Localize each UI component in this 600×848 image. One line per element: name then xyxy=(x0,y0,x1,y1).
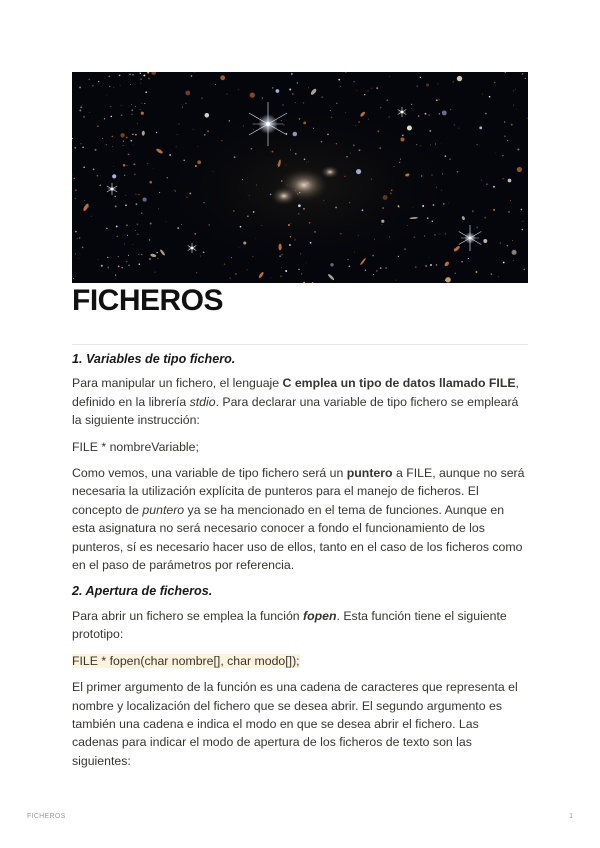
section-heading-variables: 1. Variables de tipo fichero. xyxy=(72,352,236,366)
galaxy-field-image xyxy=(72,72,528,283)
italic-stdio: stdio xyxy=(189,394,216,409)
title-divider xyxy=(72,344,528,345)
bold-italic-fopen: fopen xyxy=(303,608,337,623)
bold-file-type: C emplea un tipo de datos llamado FILE xyxy=(282,376,516,391)
page-title: FICHEROS xyxy=(72,284,224,317)
section-heading-apertura: 2. Apertura de ficheros. xyxy=(72,584,213,599)
paragraph-fopen: Para abrir un fichero se emplea la función fopen. Esta función tiene el siguiente prototipo: xyxy=(72,608,507,642)
italic-puntero: puntero xyxy=(142,502,185,517)
code-declaration: FILE * nombreVariable; xyxy=(72,439,199,454)
cover-image xyxy=(72,72,528,283)
footer-label: FICHEROS xyxy=(27,813,66,820)
page-number: 1 xyxy=(569,813,573,820)
document-body xyxy=(72,350,528,778)
bold-puntero: puntero xyxy=(346,466,393,481)
code-prototype xyxy=(72,652,528,670)
paragraph-arguments: El primer argumento de la función es una cadena de caracteres que representa el nombre y localización del fichero que se desea abrir. El segundo argumento es también una cadena e indica el modo en que se desea abrir el fichero. Las cadenas para indicar el modo de apertura de los ficheros de texto son las siguientes: xyxy=(72,680,518,768)
highlighted-prototype: FILE * fopen(char nombre[], char modo[]); xyxy=(72,653,300,668)
paragraph-pointer: Como vemos, una variable de tipo fichero será un puntero a FILE, aunque no será necesaria la utilización explícita de punteros para el manejo de ficheros. El concepto de puntero ya se ha mencionado en el tema de funciones. Aunque en esta asignatura no será necesario conocer a fondo el funcionamiento de los punteros, sí es necesario hacer uso de ellos, tanto en el caso de los ficheros como en el paso de parámetros por referencia. xyxy=(72,466,525,573)
paragraph-file-type: Para manipular un fichero, el lenguaje C emplea un tipo de datos llamado FILE, definido en la librería stdio. Para declarar una variable de tipo fichero se empleará la siguiente instrucción: xyxy=(72,376,519,428)
